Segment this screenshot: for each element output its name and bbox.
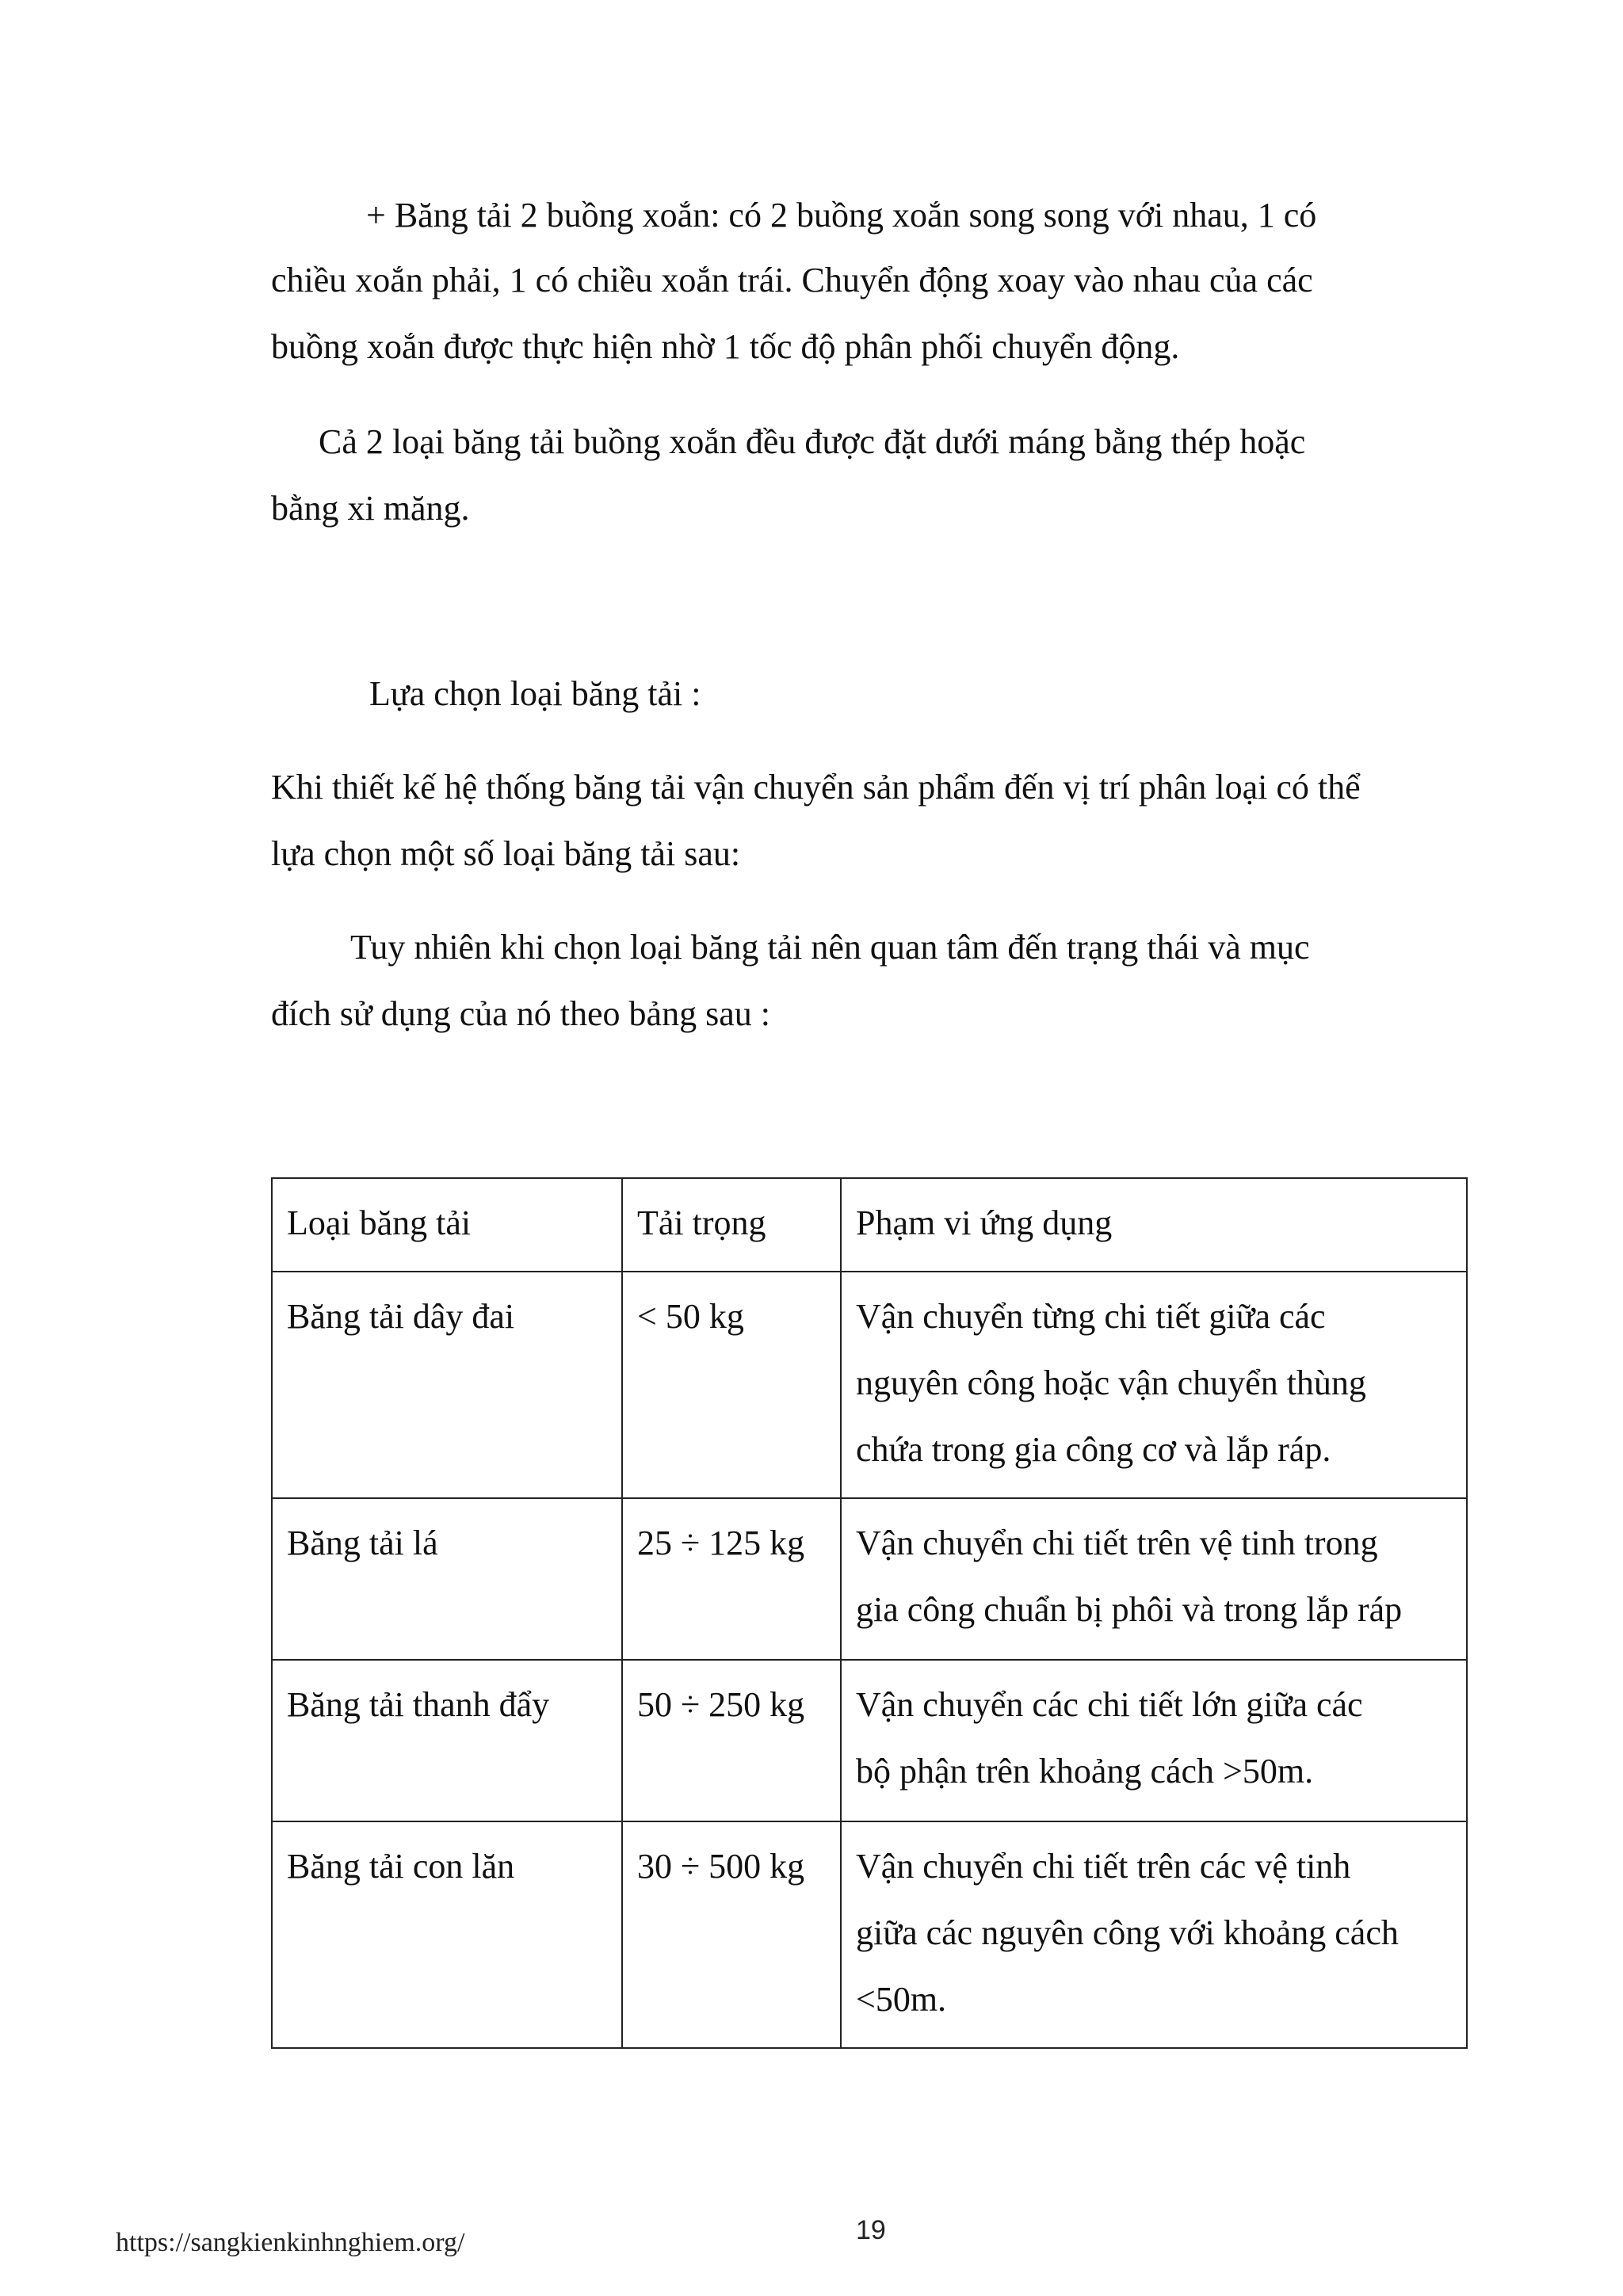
cell-load: 25 ÷ 125 kg	[622, 1498, 841, 1660]
application-line: giữa các nguyên công với khoảng cách	[856, 1913, 1399, 1952]
cell-application	[841, 1498, 1467, 1660]
cell-load: 30 ÷ 500 kg	[622, 1821, 841, 2048]
application-line: Vận chuyển chi tiết trên các vệ tinh	[856, 1847, 1351, 1886]
cell-conveyor-type: Băng tải dây đai	[272, 1272, 622, 1498]
application-line: Vận chuyển từng chi tiết giữa các	[856, 1297, 1326, 1336]
application-line: chứa trong gia công cơ và lắp ráp.	[856, 1430, 1331, 1469]
conveyor-comparison-table	[271, 1177, 1468, 2049]
cell-conveyor-type: Băng tải thanh đẩy	[272, 1660, 622, 1821]
paragraph-1-line-1: + Băng tải 2 buồng xoắn: có 2 buồng xoắn song song với nhau, 1 có	[366, 196, 1317, 235]
paragraph-2-line-1: Cả 2 loại băng tải buồng xoắn đều được đặt dưới máng bằng thép hoặc	[319, 422, 1306, 461]
application-line: Vận chuyển chi tiết trên vệ tinh trong	[856, 1524, 1378, 1562]
application-line: <50m.	[856, 1980, 947, 2019]
cell-load: < 50 kg	[622, 1272, 841, 1498]
paragraph-4-line-1: Tuy nhiên khi chọn loại băng tải nên quan tâm đến trạng thái và mục	[350, 928, 1310, 967]
cell-load: 50 ÷ 250 kg	[622, 1660, 841, 1821]
header-application: Phạm vi ứng dụng	[841, 1178, 1467, 1272]
paragraph-1-line-3: buồng xoắn được thực hiện nhờ 1 tốc độ phân phối chuyển động.	[271, 327, 1180, 366]
table-row	[272, 1660, 1467, 1821]
table-row	[272, 1498, 1467, 1660]
application-line: Vận chuyển các chi tiết lớn giữa các	[856, 1685, 1363, 1724]
cell-conveyor-type: Băng tải lá	[272, 1498, 622, 1660]
cell-application	[841, 1821, 1467, 2048]
application-line: nguyên công hoặc vận chuyển thùng	[856, 1363, 1366, 1402]
paragraph-3-line-2: lựa chọn một số loại băng tải sau:	[271, 834, 741, 873]
application-line: gia công chuẩn bị phôi và trong lắp ráp	[856, 1590, 1403, 1629]
cell-conveyor-type: Băng tải con lăn	[272, 1821, 622, 2048]
page-number: 19	[856, 2215, 886, 2245]
paragraph-2-line-2: bằng xi măng.	[271, 489, 470, 528]
header-conveyor-type: Loại băng tải	[272, 1178, 622, 1272]
paragraph-1-line-2: chiều xoắn phải, 1 có chiều xoắn trái. Chuyển động xoay vào nhau của các	[271, 261, 1313, 299]
cell-application	[841, 1660, 1467, 1821]
table-row	[272, 1272, 1467, 1498]
application-line: bộ phận trên khoảng cách >50m.	[856, 1752, 1314, 1791]
paragraph-4-line-2: đích sử dụng của nó theo bảng sau :	[271, 994, 770, 1033]
footer-url[interactable]: https://sangkienkinhnghiem.org/	[116, 2228, 465, 2257]
table-row	[272, 1821, 1467, 2048]
cell-application	[841, 1272, 1467, 1498]
paragraph-3-line-1: Khi thiết kế hệ thống băng tải vận chuyển sản phẩm đến vị trí phân loại có thể	[271, 768, 1361, 807]
header-load: Tải trọng	[622, 1178, 841, 1272]
section-heading: Lựa chọn loại băng tải :	[369, 674, 701, 713]
table-header-row	[272, 1178, 1467, 1272]
